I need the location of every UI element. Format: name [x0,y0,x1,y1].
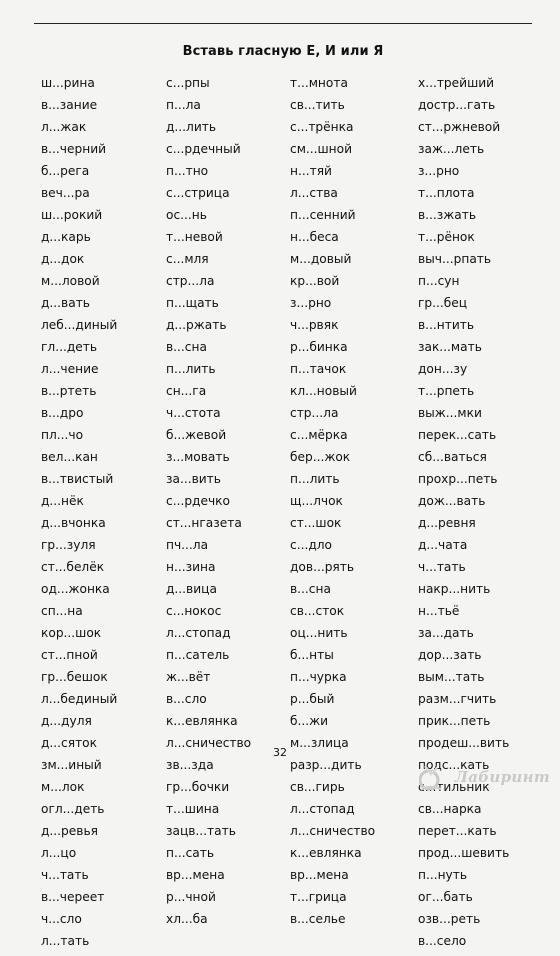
word-item: б...жевой [166,428,227,442]
word-item: дор...зать [418,648,482,662]
word-item: веч...ра [41,186,90,200]
word-item: гл...деть [41,340,98,354]
word-item: стр...ла [290,406,339,420]
word-item: з...мовать [166,450,230,464]
word-item: б...нты [290,648,334,662]
word-item: накр...нить [418,582,491,596]
word-item: вым...тать [418,670,485,684]
word-item: н...зина [166,560,216,574]
word-item: с...трёнка [290,120,354,134]
word-item: т...плота [418,186,475,200]
word-item: п...нуть [418,868,468,882]
word-item: б...рега [41,164,90,178]
word-item: в...зание [41,98,98,112]
word-item: в...сна [166,340,207,354]
word-item: гр...бочки [166,780,230,794]
word-item: в...сло [166,692,207,706]
word-item: бер...жок [290,450,351,464]
word-item: пл...чо [41,428,84,442]
word-item: заж...леть [418,142,485,156]
word-column [41,76,161,956]
word-item: вел...кан [41,450,98,464]
word-item: д...сяток [41,736,97,750]
word-item: св...тить [290,98,345,112]
word-item: ш...рина [41,76,95,90]
word-item: п...лить [166,362,216,376]
word-item: д...лить [166,120,217,134]
word-item: м...ловой [41,274,100,288]
word-item: с...стрица [166,186,230,200]
word-item: кор...шок [41,626,102,640]
word-item: д...ревня [418,516,476,530]
word-item: разм...гчить [418,692,497,706]
word-item: к...евлянка [166,714,238,728]
word-item: д...вчонка [41,516,106,530]
word-item: в...зжать [418,208,477,222]
word-item: продеш...вить [418,736,510,750]
word-item: прохр...петь [418,472,498,486]
word-item: д...дуля [41,714,92,728]
word-item: л...стопад [166,626,231,640]
page-number: 32 [273,746,287,759]
word-item: хл...ба [166,912,208,926]
word-item: сн...га [166,384,207,398]
word-item: вр...мена [290,868,349,882]
word-item: кр...вой [290,274,340,288]
word-item: с...рдечный [166,142,241,156]
word-item: п...сать [166,846,215,860]
word-item: д...нёк [41,494,84,508]
word-item: гр...зуля [41,538,96,552]
word-item: ш...рокий [41,208,103,222]
word-item: ст...нгазета [166,516,242,530]
word-item: гр...бец [418,296,468,310]
word-item: в...нтить [418,318,475,332]
labirint-logo-icon [419,762,453,792]
word-item: выч...рпать [418,252,492,266]
word-item: дов...рять [290,560,355,574]
word-item: огл...деть [41,802,105,816]
word-item: пч...ла [166,538,209,552]
word-item: дон...зу [418,362,468,376]
word-column [290,76,410,934]
word-item: перек...сать [418,428,497,442]
word-item: зм...иный [41,758,102,772]
word-item: л...тать [41,934,90,948]
word-item: зацв...тать [166,824,236,838]
word-item: п...лить [290,472,340,486]
word-item: п...сатель [166,648,230,662]
word-item: п...тно [166,164,209,178]
word-item: т...мнота [290,76,348,90]
word-item: м...злица [290,736,349,750]
word-item: д...ревья [41,824,98,838]
word-item: к...евлянка [290,846,362,860]
word-item: л...жак [41,120,87,134]
word-item: зак...мать [418,340,482,354]
word-item: ст...белёк [41,560,105,574]
word-item: с...тильник [418,780,490,794]
word-item: см...шной [290,142,353,156]
labirint-watermark [419,762,550,792]
word-item: б...жи [290,714,329,728]
word-item: с...дло [290,538,332,552]
word-item: д...вица [166,582,217,596]
word-item: ч...сло [41,912,82,926]
word-item: ог...бать [418,890,473,904]
word-item: д...вать [41,296,90,310]
word-item: прод...шевить [418,846,510,860]
word-item: м...лок [41,780,85,794]
word-item: т...рёнок [418,230,475,244]
word-item: д...ржать [166,318,227,332]
word-item: п...чурка [290,670,347,684]
word-item: д...чата [418,538,468,552]
word-item: п...сун [418,274,460,288]
word-item: л...бединый [41,692,118,706]
word-item: выж...мки [418,406,482,420]
word-item: с...нокос [166,604,222,618]
word-item: св...гирь [290,780,345,794]
word-item: л...чение [41,362,99,376]
word-item: в...ртеть [41,384,97,398]
word-item: сб...ваться [418,450,487,464]
word-item: в...черний [41,142,107,156]
word-item: н...беса [290,230,339,244]
word-item: т...шина [166,802,220,816]
word-item: л...сничество [166,736,252,750]
word-item: за...дать [418,626,474,640]
word-item: д...док [41,252,85,266]
word-item: дож...вать [418,494,486,508]
word-item: с...рдечко [166,494,231,508]
word-item: м...довый [290,252,352,266]
word-item: св...сток [290,604,345,618]
word-item: оц...нить [290,626,348,640]
word-item: щ...лчок [290,494,343,508]
word-item: леб...диный [41,318,118,332]
word-item: од...жонка [41,582,110,596]
word-item: п...сенний [290,208,356,222]
word-item: н...тяй [290,164,332,178]
word-item: за...вить [166,472,221,486]
word-item: п...ла [166,98,201,112]
word-item: л...сничество [290,824,376,838]
word-item: т...грица [290,890,347,904]
word-item: в...селье [290,912,346,926]
word-item: сп...на [41,604,83,618]
word-item: подс...кать [418,758,490,772]
word-item: л...цо [41,846,77,860]
word-item: разр...дить [290,758,362,772]
word-item: ч...тать [418,560,466,574]
watermark-text: Лабиринт [454,768,550,786]
word-item: в...твистый [41,472,114,486]
word-item: в...череет [41,890,105,904]
word-item: л...стопад [290,802,355,816]
word-item: д...карь [41,230,91,244]
word-item: ст...ржневой [418,120,501,134]
word-item: ч...рвяк [290,318,339,332]
word-column [418,76,538,956]
word-item: стр...ла [166,274,215,288]
word-item: р...чной [166,890,216,904]
word-item: ч...стота [166,406,221,420]
word-item: ч...тать [41,868,89,882]
word-item: р...бый [290,692,335,706]
word-column [166,76,286,934]
header-rule [34,23,532,24]
word-item: п...тачок [290,362,347,376]
word-item: гр...бешок [41,670,108,684]
word-item: л...ства [290,186,338,200]
word-item: с...рпы [166,76,210,90]
word-item: т...невой [166,230,223,244]
word-item: озв...реть [418,912,481,926]
word-item: х...трейший [418,76,495,90]
word-item: св...нарка [418,802,482,816]
word-item: р...бинка [290,340,348,354]
word-item: зв...зда [166,758,214,772]
word-item: т...рпеть [418,384,475,398]
word-item: ос...нь [166,208,207,222]
word-item: ст...пной [41,648,98,662]
word-item: вр...мена [166,868,225,882]
word-item: в...село [418,934,467,948]
word-item: п...щать [166,296,219,310]
word-item: з...рно [418,164,460,178]
word-item: перет...кать [418,824,497,838]
word-item: ст...шок [290,516,342,530]
word-item: в...дро [41,406,84,420]
word-item: в...сна [290,582,331,596]
word-item: з...рно [290,296,332,310]
word-item: н...тьё [418,604,460,618]
word-item: кл...новый [290,384,357,398]
word-item: с...мёрка [290,428,348,442]
exercise-title: Вставь гласную Е, И или Я [182,44,384,59]
word-item: прик...петь [418,714,491,728]
word-item: достр...гать [418,98,496,112]
word-item: ж...вёт [166,670,211,684]
word-item: с...мля [166,252,209,266]
